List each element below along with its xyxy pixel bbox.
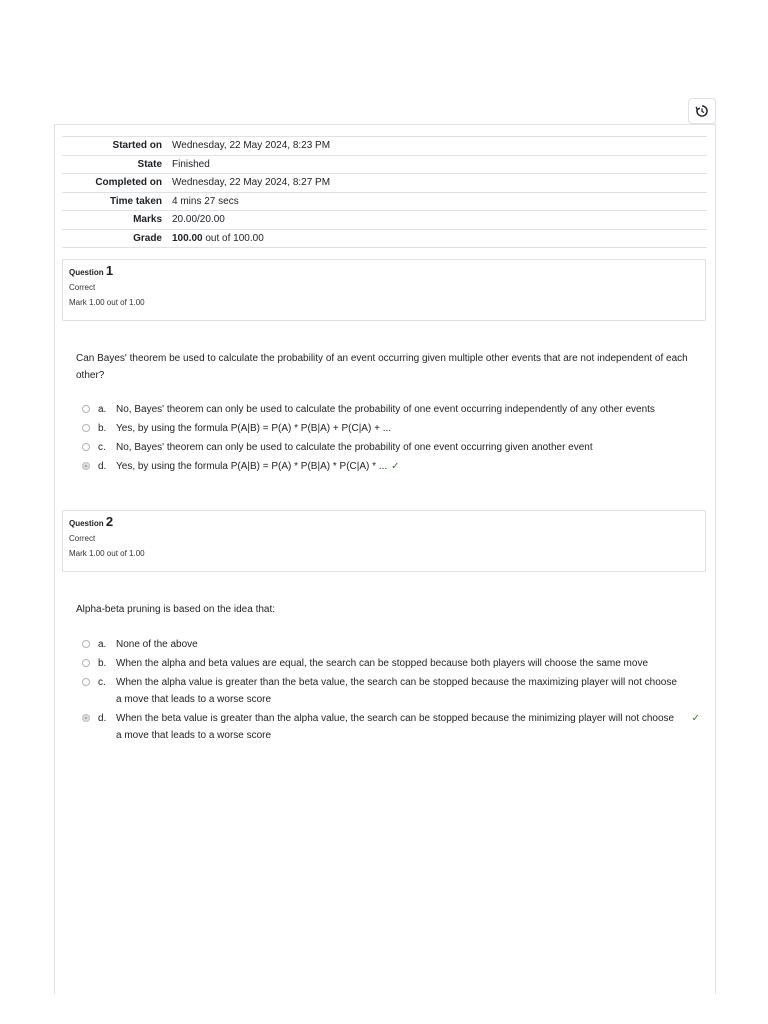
answer-text: When the alpha value is greater than the beta value, the search can be stopped because the maximizing player will not choose a move that leads to a worse score: [116, 677, 677, 705]
summary-label: Started on: [112, 140, 162, 152]
summary-label: Completed on: [95, 177, 162, 189]
grade-out-of: out of 100.00: [202, 232, 264, 244]
question-info-box: [62, 510, 706, 572]
answer-list: [80, 401, 700, 477]
answer-text: When the beta value is greater than the alpha value, the search can be stopped because the minimizing player will not choose a move that leads to a worse score: [116, 713, 675, 741]
answer-letter: b.: [98, 658, 107, 669]
radio-button[interactable]: [82, 405, 90, 413]
radio-button[interactable]: [82, 424, 90, 432]
question-info-box: [62, 259, 706, 321]
answer-list: [80, 636, 700, 746]
radio-button[interactable]: [82, 678, 90, 686]
question-text: Alpha-beta pruning is based on the idea that:: [76, 604, 276, 615]
question-text: Can Bayes' theorem be used to calculate the probability of an event occurring given multiple other events that are not independent of each other?: [76, 353, 688, 381]
question-label: Question: [69, 268, 104, 277]
question-number: [69, 515, 699, 531]
summary-row-marks: [62, 211, 707, 230]
answer-text: Yes, by using the formula P(A|B) = P(A) * P(B|A) + P(C|A) + ...: [116, 423, 392, 434]
grade-value: 100.00: [172, 232, 203, 244]
answer-text-wrap: [116, 458, 700, 475]
question-number-value: 1: [105, 263, 114, 278]
answer-option[interactable]: [80, 655, 700, 672]
answer-letter: c.: [98, 442, 106, 453]
history-icon: [695, 104, 709, 118]
summary-label: Time taken: [109, 195, 162, 207]
answer-letter: a.: [98, 404, 107, 415]
answer-option[interactable]: [80, 401, 700, 418]
answer-text: None of the above: [116, 639, 198, 650]
question-grade: Mark 1.00 out of 1.00: [69, 298, 145, 307]
answer-letter: d.: [98, 713, 107, 724]
answer-text: No, Bayes' theorem can only be used to calculate the probability of one event occurring independently of any other events: [116, 404, 655, 415]
question-state: Correct: [69, 534, 96, 543]
summary-row-state: [62, 155, 707, 174]
radio-button[interactable]: [82, 640, 90, 648]
summary-row-started: [62, 137, 707, 156]
answer-letter: a.: [98, 639, 107, 650]
answer-option-selected[interactable]: [80, 458, 700, 475]
answer-option-selected[interactable]: [80, 710, 700, 744]
answer-text: No, Bayes' theorem can only be used to calculate the probability of one event occurring given another event: [116, 442, 593, 453]
summary-label: State: [137, 158, 162, 170]
review-history-button[interactable]: [688, 98, 716, 124]
answer-option[interactable]: [80, 420, 700, 437]
question-number: [69, 264, 699, 280]
summary-label: Grade: [133, 232, 162, 244]
answer-option[interactable]: [80, 636, 700, 653]
radio-button-checked[interactable]: [82, 462, 90, 470]
attempt-summary-table: [62, 136, 707, 248]
radio-button[interactable]: [82, 443, 90, 451]
summary-value: Finished: [172, 158, 210, 170]
check-icon: ✓: [391, 461, 400, 472]
radio-button[interactable]: [82, 659, 90, 667]
summary-value: 4 mins 27 secs: [172, 195, 239, 207]
summary-value: Wednesday, 22 May 2024, 8:27 PM: [172, 177, 331, 189]
answer-letter: c.: [98, 677, 106, 688]
summary-value: [168, 229, 707, 248]
summary-value: Wednesday, 22 May 2024, 8:23 PM: [172, 140, 331, 152]
answer-option[interactable]: [80, 439, 700, 456]
answer-option[interactable]: [80, 674, 700, 708]
question-label: Question: [69, 519, 104, 528]
answer-text: Yes, by using the formula P(A|B) = P(A) * P(B|A) * P(C|A) * ...: [116, 461, 388, 472]
question-grade: Mark 1.00 out of 1.00: [69, 549, 145, 558]
answer-text: When the alpha and beta values are equal, the search can be stopped because both players will choose the same move: [116, 658, 649, 669]
summary-row-completed: [62, 174, 707, 193]
answer-letter: d.: [98, 461, 107, 472]
check-icon: ✓: [691, 713, 700, 724]
question-state: Correct: [69, 283, 96, 292]
question-number-value: 2: [105, 514, 114, 529]
answer-letter: b.: [98, 423, 107, 434]
summary-label: Marks: [133, 214, 162, 226]
radio-button-checked[interactable]: [82, 714, 90, 722]
summary-row-time: [62, 192, 707, 211]
summary-row-grade: [62, 229, 707, 248]
summary-value: 20.00/20.00: [172, 214, 225, 226]
